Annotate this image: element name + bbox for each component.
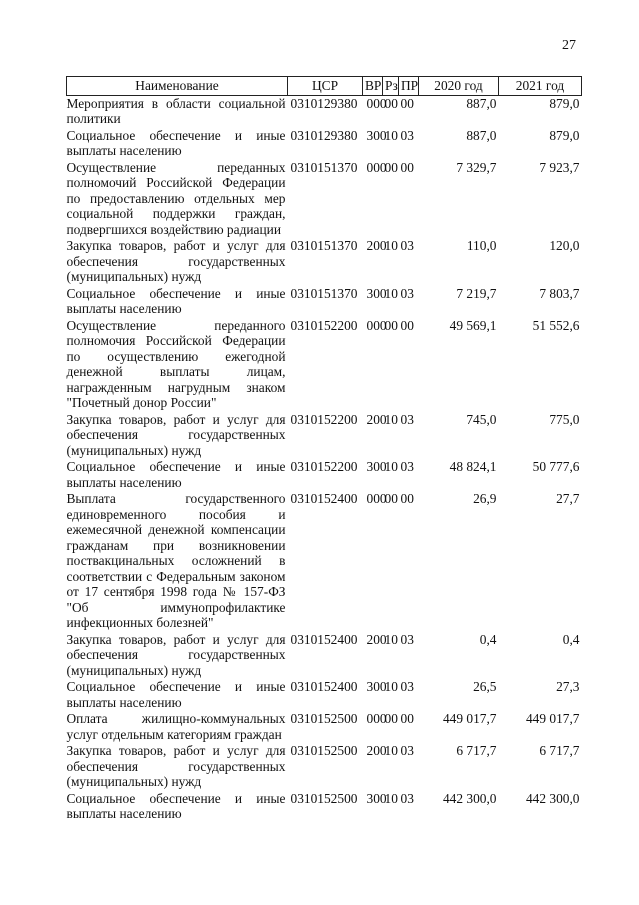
row-2021: 27,7 xyxy=(556,491,580,506)
row-pr: 00 xyxy=(400,711,414,726)
row-name: Социальное обеспечение и иные выплаты населению xyxy=(66,127,286,158)
row-2020: 0,4 xyxy=(479,631,497,647)
row-pr: 03 xyxy=(400,411,414,427)
row-csr: 0310151370 xyxy=(290,238,358,253)
budget-table xyxy=(66,76,582,822)
row-vr: 000 xyxy=(366,159,387,175)
row-rz: 10 xyxy=(384,238,398,253)
row-pr: 03 xyxy=(400,679,414,694)
header-vr: ВР xyxy=(363,77,383,96)
row-vr: 300 xyxy=(366,679,387,694)
row-csr: 0310129380 xyxy=(290,127,358,143)
row-pr: 03 xyxy=(400,631,414,647)
table-row xyxy=(67,742,582,790)
row-pr: 03 xyxy=(400,459,414,474)
row-pr: 03 xyxy=(400,743,414,758)
row-vr: 300 xyxy=(366,127,387,143)
row-name: Социальное обеспечение и иные выплаты населению xyxy=(66,459,286,490)
row-csr: 0310152200 xyxy=(290,459,358,474)
row-2020: 6 717,7 xyxy=(456,743,497,758)
row-rz: 10 xyxy=(384,679,398,694)
row-2021: 879,0 xyxy=(549,95,580,111)
row-2021: 51 552,6 xyxy=(532,317,580,333)
table-row xyxy=(67,490,582,631)
row-2021: 27,3 xyxy=(556,679,580,694)
row-vr: 300 xyxy=(366,459,387,474)
row-csr: 0310152200 xyxy=(290,317,358,333)
row-name: Осуществление переданных полномочий Российской Федерации по предоставлению отдельных мер социальной поддержки граждан, подвергшихся воздействию радиации xyxy=(66,159,286,237)
page-number: 27 xyxy=(562,38,576,53)
row-2021: 6 717,7 xyxy=(539,743,580,758)
row-vr: 200 xyxy=(366,238,387,253)
row-rz: 10 xyxy=(384,285,398,301)
row-2020: 442 300,0 xyxy=(442,790,497,806)
row-pr: 00 xyxy=(400,95,414,111)
table-row xyxy=(67,285,582,317)
table-row xyxy=(67,631,582,679)
table-row xyxy=(67,678,582,710)
header-csr: ЦСР xyxy=(288,77,363,96)
row-csr: 0310151370 xyxy=(290,285,358,301)
row-2020: 449 017,7 xyxy=(442,711,497,726)
row-vr: 200 xyxy=(366,743,387,758)
row-csr: 0310152500 xyxy=(290,711,358,726)
row-csr: 0310152500 xyxy=(290,790,358,806)
row-vr: 000 xyxy=(366,711,387,726)
row-2021: 120,0 xyxy=(549,238,580,253)
row-2020: 7 329,7 xyxy=(456,159,497,175)
row-csr: 0310152200 xyxy=(290,411,358,427)
row-name: Мероприятия в области социальной политики xyxy=(66,95,286,126)
row-rz: 00 xyxy=(384,159,398,175)
row-rz: 10 xyxy=(384,631,398,647)
row-2021: 7 923,7 xyxy=(539,159,580,175)
row-rz: 10 xyxy=(384,127,398,143)
row-2021: 0,4 xyxy=(562,631,580,647)
table-header xyxy=(67,77,582,96)
row-pr: 03 xyxy=(400,285,414,301)
row-pr: 03 xyxy=(400,238,414,253)
row-2021: 879,0 xyxy=(549,127,580,143)
row-rz: 10 xyxy=(384,459,398,474)
table-row xyxy=(67,237,582,285)
row-2021: 50 777,6 xyxy=(532,459,580,474)
row-rz: 10 xyxy=(384,411,398,427)
row-2020: 110,0 xyxy=(466,238,497,253)
row-2021: 449 017,7 xyxy=(525,711,580,726)
table-row xyxy=(67,95,582,127)
row-csr: 0310129380 xyxy=(290,95,358,111)
row-vr: 300 xyxy=(366,790,387,806)
row-2020: 887,0 xyxy=(466,95,497,111)
row-csr: 0310151370 xyxy=(290,159,358,175)
header-2021: 2021 год xyxy=(499,77,582,96)
table-row xyxy=(67,127,582,159)
row-2020: 887,0 xyxy=(466,127,497,143)
row-csr: 0310152400 xyxy=(290,679,358,694)
table-row xyxy=(67,458,582,490)
row-rz: 00 xyxy=(384,491,398,506)
row-2020: 48 824,1 xyxy=(449,459,497,474)
row-rz: 00 xyxy=(384,317,398,333)
row-name: Закупка товаров, работ и услуг для обеспечения государственных (муниципальных) нужд xyxy=(66,743,286,789)
row-2020: 745,0 xyxy=(466,411,497,427)
row-2021: 775,0 xyxy=(549,411,580,427)
row-pr: 03 xyxy=(400,127,414,143)
table-row xyxy=(67,411,582,459)
row-vr: 000 xyxy=(366,491,387,506)
row-name: Осуществление переданного полномочия Российской Федерации по осуществлению ежегодной денежной выплаты лицам, награжденным нагрудным знаком "Почетный донор России" xyxy=(66,317,286,410)
row-rz: 10 xyxy=(384,743,398,758)
row-name: Закупка товаров, работ и услуг для обеспечения государственных (муниципальных) нужд xyxy=(66,411,286,458)
row-2021: 7 803,7 xyxy=(539,285,580,301)
row-vr: 300 xyxy=(366,285,387,301)
row-rz: 00 xyxy=(384,95,398,111)
row-vr: 200 xyxy=(366,411,387,427)
header-pr: ПР xyxy=(399,77,419,96)
row-vr: 000 xyxy=(366,317,387,333)
table-row xyxy=(67,710,582,742)
row-rz: 10 xyxy=(384,790,398,806)
table-body xyxy=(67,95,582,822)
row-csr: 0310152400 xyxy=(290,631,358,647)
row-2020: 49 569,1 xyxy=(449,317,497,333)
row-csr: 0310152500 xyxy=(290,743,358,758)
row-name: Выплата государственного единовременного пособия и ежемесячной денежной компенсации гражданам при возникновении поствакцинальных осложнений в соответствии с Федеральным законом от 17 сентября 1998 года № 157-ФЗ "Об иммунопрофилактике инфекционных болезней" xyxy=(66,491,286,630)
row-2020: 26,9 xyxy=(473,491,497,506)
row-2020: 26,5 xyxy=(473,679,497,694)
row-name: Оплата жилищно-коммунальных услуг отдельным категориям граждан xyxy=(66,711,286,742)
row-name: Закупка товаров, работ и услуг для обеспечения государственных (муниципальных) нужд xyxy=(66,238,286,284)
row-name: Социальное обеспечение и иные выплаты населению xyxy=(66,790,286,821)
table-row xyxy=(67,790,582,822)
row-2020: 7 219,7 xyxy=(456,285,497,301)
row-name: Социальное обеспечение и иные выплаты населению xyxy=(66,679,286,710)
row-vr: 000 xyxy=(366,95,387,111)
table-row xyxy=(67,159,582,238)
row-2021: 442 300,0 xyxy=(525,790,580,806)
header-name: Наименование xyxy=(67,77,288,96)
row-pr: 00 xyxy=(400,317,414,333)
row-pr: 00 xyxy=(400,159,414,175)
row-pr: 00 xyxy=(400,491,414,506)
row-csr: 0310152400 xyxy=(290,491,358,506)
header-rz: Рз xyxy=(383,77,399,96)
header-2020: 2020 год xyxy=(419,77,499,96)
table-row xyxy=(67,317,582,411)
row-rz: 00 xyxy=(384,711,398,726)
row-vr: 200 xyxy=(366,631,387,647)
row-name: Закупка товаров, работ и услуг для обеспечения государственных (муниципальных) нужд xyxy=(66,631,286,678)
row-name: Социальное обеспечение и иные выплаты населению xyxy=(66,285,286,316)
row-pr: 03 xyxy=(400,790,414,806)
